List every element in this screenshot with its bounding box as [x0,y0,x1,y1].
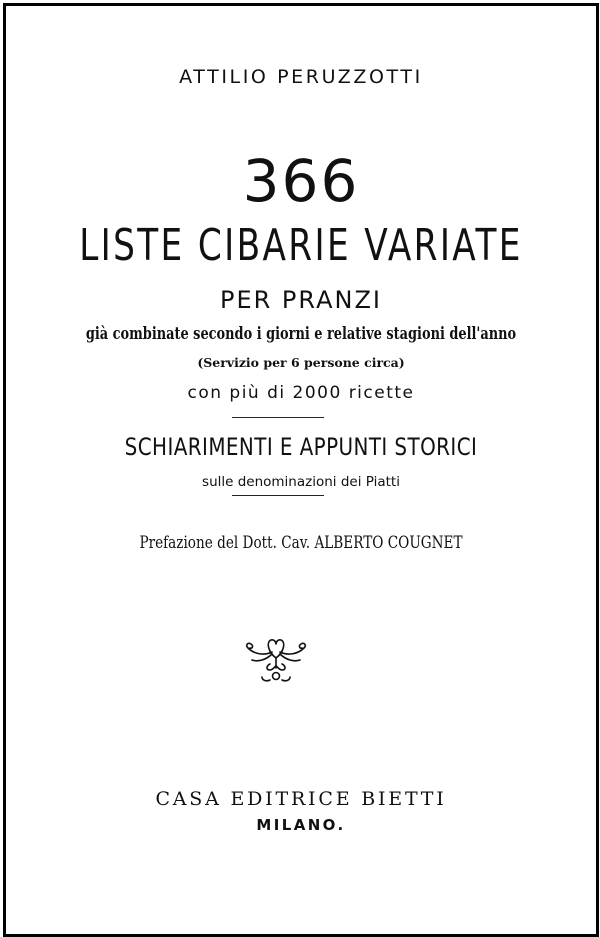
recipes-count: con più di 2000 ricette [187,383,415,403]
floral-heart-ornament-icon [242,634,310,686]
combination-description: già combinate secondo i giorni e relative stagioni dell'anno [85,324,517,344]
preface-credit: Prefazione del Dott. Cav. ALBERTO COUGNET [139,533,463,553]
author-name: ATTILIO PERUZZOTTI [179,66,423,88]
notes-heading: SCHIARIMENTI E APPUNTI STORICI [124,433,478,461]
title-page [3,3,599,937]
divider-rule [232,417,324,418]
notes-subheading: sulle denominazioni dei Piatti [202,474,400,490]
subtitle: PER PRANZI [219,286,382,314]
title-number: 366 [242,147,360,215]
publisher-name: CASA EDITRICE BIETTI [155,788,447,810]
main-title: LISTE CIBARIE VARIATE [79,220,523,271]
service-note: (Servizio per 6 persone circa) [197,355,405,370]
divider-rule [232,495,324,496]
publisher-city: MILANO. [256,816,346,834]
